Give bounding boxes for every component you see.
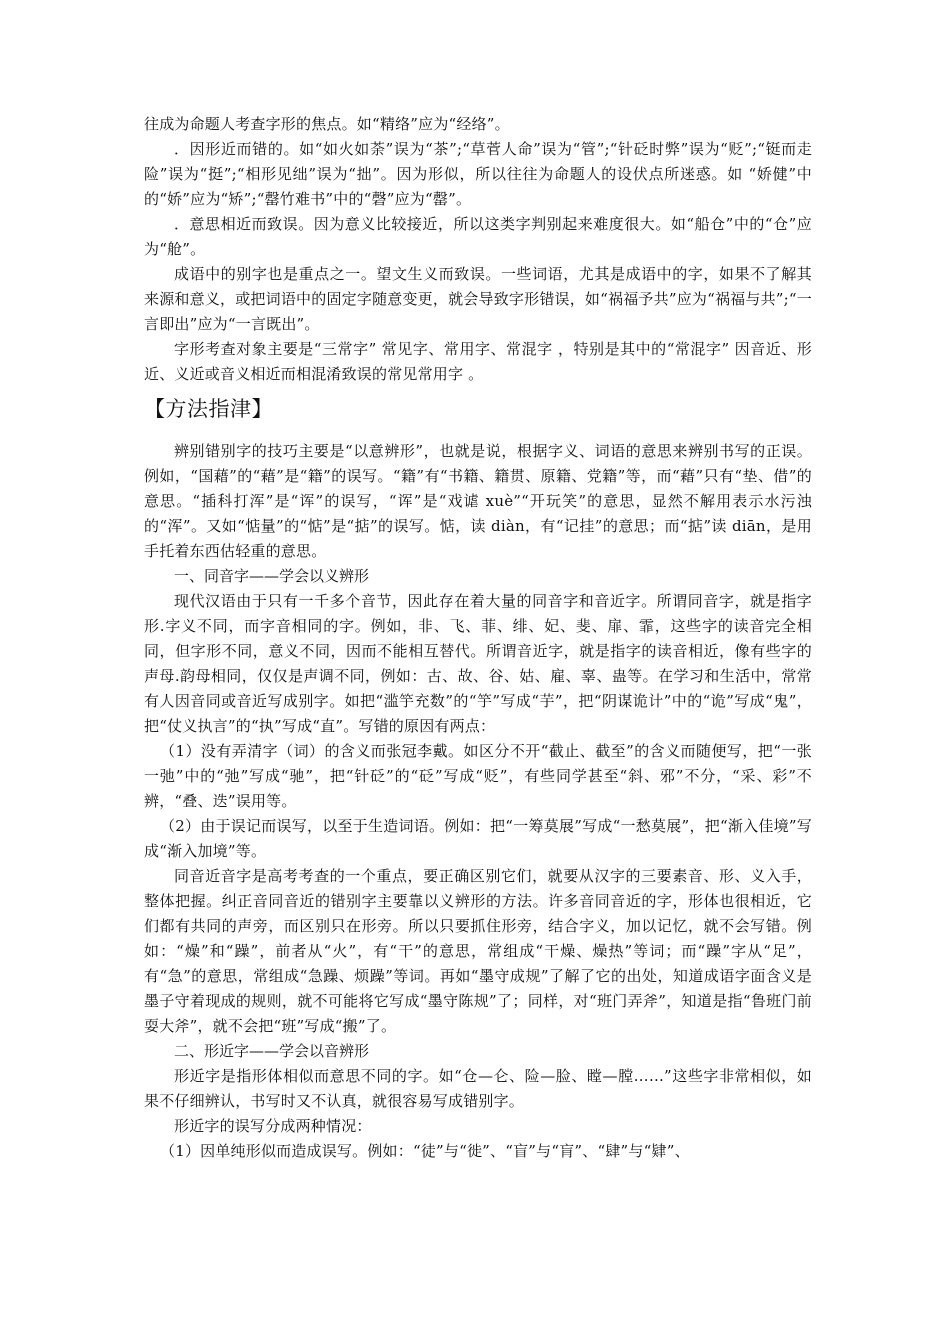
paragraph: 形近字的误写分成两种情况： <box>174 1117 372 1135</box>
paragraph: 字形考查对象主要是“三常字” 常见字、常用字、常混字 ，特别是其中的“常混字” 因音近、形近、义近或音义相近而相混淆致误的常见常用字 。 <box>144 340 812 383</box>
paragraph: （1）因单纯形似而造成误写。例如：“徒”与“徙”、“盲”与“肓”、“肆”与“肄”、 <box>160 1142 690 1160</box>
subsection-title: 二、形近字——学会以音辨形 <box>174 1042 370 1060</box>
paragraph: 现代汉语由于只有一千多个音节，因此存在着大量的同音字和音近字。所谓同音字，就是指字形.字义不同，而字音相同的字。例如，非、飞、菲、绯、妃、斐、扉、霏，这些字的读音完全相同，但字形不同，意义不同，因而不能相互替代。所谓音近字，就是指字的读音相近，像有些字的声母.韵母相同，仅仅是声调不同，例如：古、故、谷、姑、雇、辜、蛊等。在学习和生活中，常常有人因音同或音近写成别字。如把“滥竽充数”的“竽”写成“芋”，把“阴谋诡计”中的“诡”写成“鬼”，把“仗义执言”的“执”写成“直”。写错的原因有两点： <box>144 592 812 735</box>
paragraph: （1）没有弄清字（词）的含义而张冠李戴。如区分不开“截止、截至”的含义而随便写，把“一张一弛”中的“弛”写成“驰”，把“针砭”的“砭”写成“贬”，有些同学甚至“斜、邪”不分，“采、彩”不辨，“叠、迭”误用等。 <box>144 742 812 810</box>
paragraph: （2）由于误记而误写，以至于生造词语。例如：把“一筹莫展”写成“一愁莫展”，把“渐入佳境”写成“渐入加境”等。 <box>144 817 812 860</box>
paragraph: ．意思相近而致误。因为意义比较接近，所以这类字判别起来难度很大。如“船仓”中的“仓”应为“舱”。 <box>144 215 812 258</box>
paragraph: 往成为命题人考查字形的焦点。如“精络”应为“经络”。 <box>144 115 510 133</box>
document-page <box>144 112 812 1164</box>
section-heading: 【方法指津】 <box>144 397 273 421</box>
paragraph: 成语中的别字也是重点之一。望文生义而致误。一些词语，尤其是成语中的字，如果不了解其来源和意义，或把词语中的固定字随意变更，就会导致字形错误，如“祸福予共”应为“祸福与共”;“一言即出”应为“一言既出”。 <box>144 265 812 333</box>
paragraph: 同音近音字是高考考查的一个重点，要正确区别它们，就要从汉字的三要素音、形、义入手，整体把握。纠正音同音近的错别字主要靠以义辨形的方法。许多音同音近的字，形体也很相近，它们都有共同的声旁，而区别只在形旁。所以只要抓住形旁，结合字义，加以记忆，就不会写错。例如：“燥”和“躁”，前者从“火”，有“干”的意思，常组成“干燥、燥热”等词；而“躁”字从“足”，有“急”的意思，常组成“急躁、烦躁”等词。再如“墨守成规”了解了它的出处，知道成语字面含义是墨子守着现成的规则，就不可能将它写成“墨守陈规”了；同样，对“班门弄斧”，知道是指“鲁班门前耍大斧”，就不会把“班”写成“搬”了。 <box>144 867 812 1035</box>
intro-paragraph: 辨别错别字的技巧主要是“以意辨形”，也就是说，根据字义、词语的意思来辨别书写的正误。例如，“国藉”的“藉”是“籍”的误写。“籍”有“书籍、籍贯、原籍、党籍”等，而“藉”只有“垫、借”的意思。“插科打浑”是“诨”的误写，“诨”是“戏谑 xuè”“开玩笑”的意思，显然不解用表示水污浊的“浑”。又如“惦量”的“惦”是“掂”的误写。惦，读 diàn，有“记挂”的意思；而“掂”读 diān，是用手托着东西估轻重的意思。 <box>144 442 812 560</box>
subsection-title: 一、同音字——学会以义辨形 <box>174 567 370 585</box>
paragraph: 形近字是指形体相似而意思不同的字。如“仓—仑、险—脸、瞠—膛……”这些字非常相似，如果不仔细辨认，书写时又不认真，就很容易写成错别字。 <box>144 1067 812 1110</box>
paragraph: ．因形近而错的。如“如火如荼”误为“茶”;“草菅人命”误为“管”;“针砭时弊”误为“贬”;“铤而走险”误为“挺”;“相形见绌”误为“拙”。因为形似，所以往往为命题人的设伏点所迷惑。如 “娇健”中的“娇”应为“矫”;“罄竹难书”中的“磬”应为“罄”。 <box>144 140 812 208</box>
